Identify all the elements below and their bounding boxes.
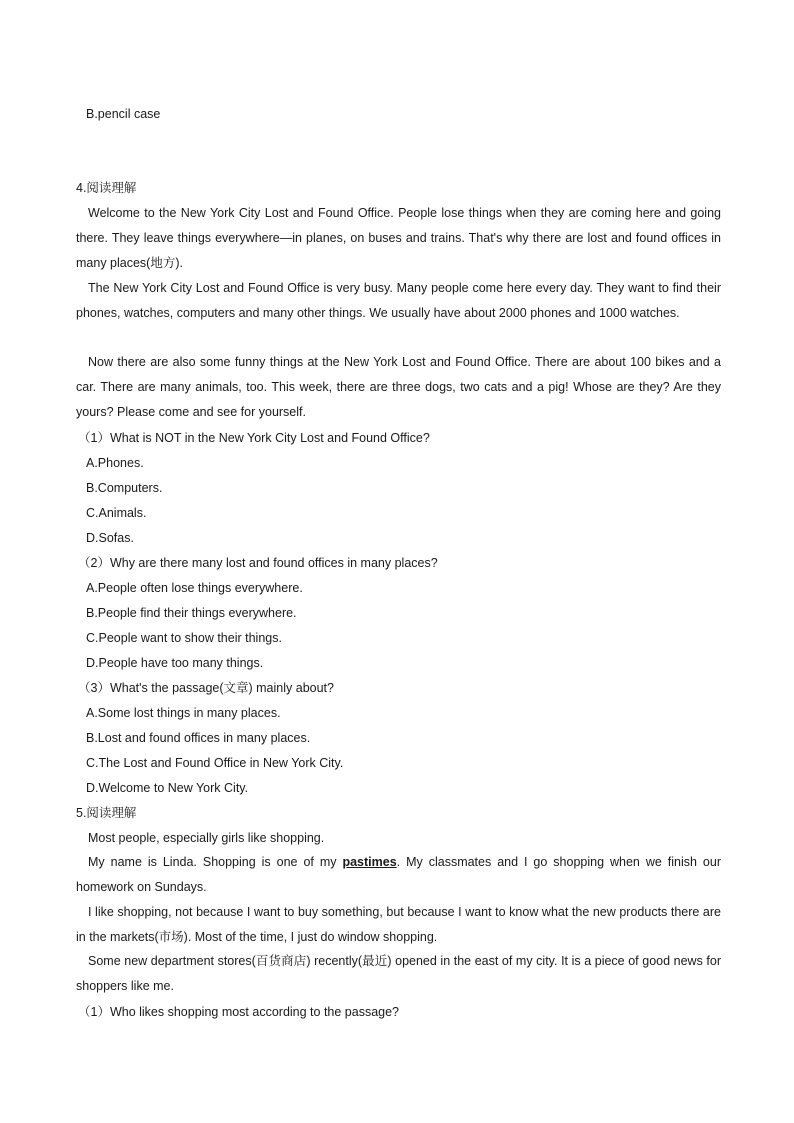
q4-paragraph-3: Now there are also some funny things at the New York Lost and Found Office. There are about 100 bikes and a car. There are many animals, too. This week, there are three dogs, two cats and a pig! Whose are they? Are they yours? Please come and see for yourself. bbox=[76, 355, 721, 419]
q5-p2-keyword: pastimes bbox=[342, 855, 397, 869]
q4-q1-option-a: A.Phones. bbox=[86, 456, 144, 470]
q4-paragraph-2: The New York City Lost and Found Office is very busy. Many people come here every day. They want to find their phones, watches, computers and many other things. We usually have about 2000 phones and 1000 watches. bbox=[76, 281, 721, 320]
q4-q3-option-c: C.The Lost and Found Office in New York City. bbox=[86, 756, 344, 770]
q4-q3-option-b: B.Lost and found offices in many places. bbox=[86, 731, 311, 745]
q4-paragraph-1: Welcome to the New York City Lost and Found Office. People lose things when they are coming here and going there. They leave things everywhere—in planes, on buses and trains. That's why there are lost and found offices in many places(地方). bbox=[76, 206, 721, 270]
q4-q1-option-b: B.Computers. bbox=[86, 481, 163, 495]
option-b-pencil-case: B.pencil case bbox=[86, 107, 161, 121]
q5-p2-after: . My classmates and I go shopping when we finish our homework on Sundays. bbox=[76, 855, 721, 894]
q4-heading: 4.阅读理解 bbox=[76, 181, 137, 195]
q5-question-1: （1）Who likes shopping most according to the passage? bbox=[78, 1005, 400, 1019]
q4-q1-option-d: D.Sofas. bbox=[86, 531, 134, 545]
q5-paragraph-1: Most people, especially girls like shopping. bbox=[88, 831, 325, 845]
q4-q2-option-c: C.People want to show their things. bbox=[86, 631, 282, 645]
q5-paragraph-2 bbox=[76, 850, 721, 900]
q5-paragraph-3: I like shopping, not because I want to buy something, but because I want to know what the new products there are in the markets(市场). Most of the time, I just do window shopping. bbox=[76, 905, 721, 944]
q4-q2-option-b: B.People find their things everywhere. bbox=[86, 606, 297, 620]
q5-heading: 5.阅读理解 bbox=[76, 806, 137, 820]
q4-q2-option-a: A.People often lose things everywhere. bbox=[86, 581, 303, 595]
q5-paragraph-4: Some new department stores(百货商店) recently(最近) opened in the east of my city. It is a piece of good news for shoppers like me. bbox=[76, 954, 721, 993]
q5-p2-before: My name is Linda. Shopping is one of my bbox=[88, 855, 343, 869]
q4-question-1: （1）What is NOT in the New York City Lost and Found Office? bbox=[78, 431, 430, 445]
q4-question-2: （2）Why are there many lost and found offices in many places? bbox=[78, 556, 438, 570]
q4-question-3: （3）What's the passage(文章) mainly about? bbox=[78, 681, 334, 695]
q4-q3-option-a: A.Some lost things in many places. bbox=[86, 706, 281, 720]
q4-q3-option-d: D.Welcome to New York City. bbox=[86, 781, 249, 795]
q4-q1-option-c: C.Animals. bbox=[86, 506, 147, 520]
q4-q2-option-d: D.People have too many things. bbox=[86, 656, 264, 670]
